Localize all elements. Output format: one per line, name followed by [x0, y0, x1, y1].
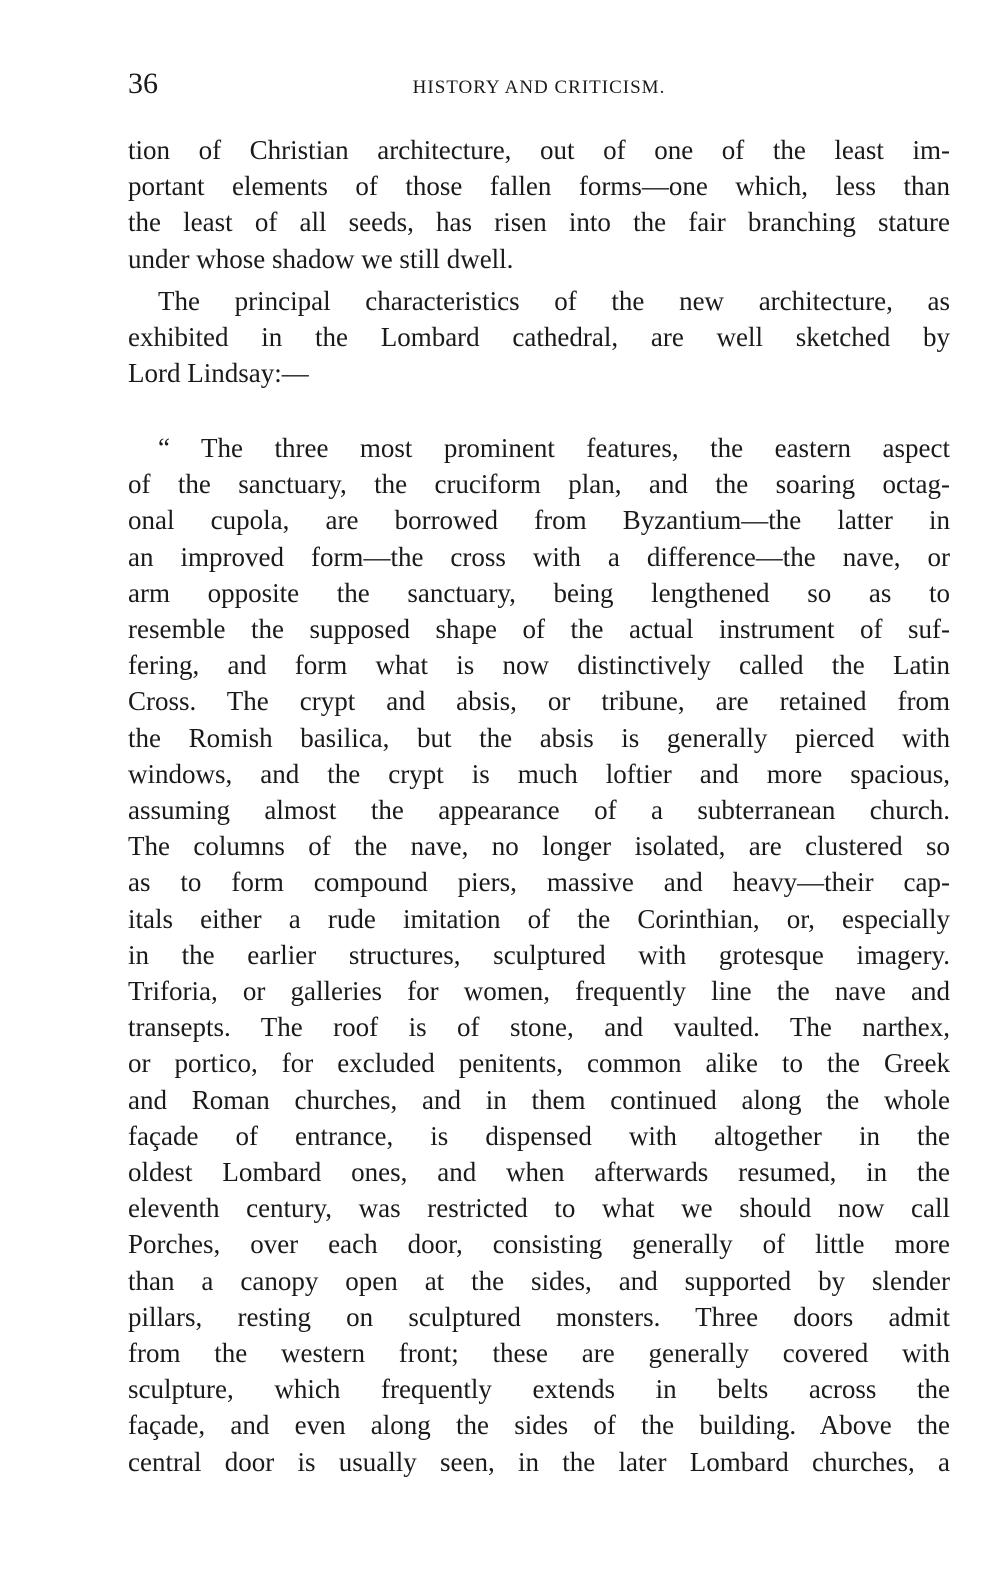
text-line: “ The three most prominent features, the eastern aspect — [158, 433, 950, 463]
text-line: resemble the supposed shape of the actual instrument of suf- — [128, 614, 950, 645]
text-line: windows, and the crypt is much loftier and more spacious, — [128, 758, 950, 789]
text-line: The columns of the nave, no longer isolated, are clustered so — [128, 831, 950, 862]
text-line: the least of all seeds, has risen into the fair branching stature — [128, 207, 950, 238]
text-line: façade of entrance, is dispensed with altogether in the — [128, 1120, 950, 1151]
text-line: Lord Lindsay:— — [128, 358, 309, 389]
text-line: central door is usually seen, in the later Lombard churches, a — [128, 1446, 950, 1477]
text-line: façade, and even along the sides of the building. Above the — [128, 1410, 950, 1441]
text-line: portant elements of those fallen forms—one which, less than — [128, 171, 950, 202]
running-title: HISTORY AND CRITICISM. — [412, 77, 666, 98]
text-line: under whose shadow we still dwell. — [128, 243, 514, 274]
text-line: as to form compound piers, massive and heavy—their cap- — [128, 867, 950, 898]
text-line: itals either a rude imitation of the Corinthian, or, especially — [128, 903, 950, 934]
text-line: tion of Christian architecture, out of one of the least im- — [128, 135, 950, 165]
text-line: oldest Lombard ones, and when afterwards resumed, in the — [128, 1157, 950, 1188]
page-header — [128, 64, 950, 104]
text-line: and Roman churches, and in them continued along the whole — [128, 1084, 950, 1115]
text-line: an improved form—the cross with a difference—the nave, or — [128, 541, 950, 572]
text-line: fering, and form what is now distinctively called the Latin — [128, 650, 950, 681]
text-line: Triforia, or galleries for women, frequently line the nave and — [128, 976, 950, 1007]
text-line: The principal characteristics of the new architecture, as — [158, 286, 950, 316]
text-line: Cross. The crypt and absis, or tribune, are retained from — [128, 686, 950, 717]
text-line: assuming almost the appearance of a subterranean church. — [128, 795, 950, 826]
text-line: sculpture, which frequently extends in belts across the — [128, 1374, 950, 1405]
text-line: of the sanctuary, the cruciform plan, and the soaring octag- — [128, 469, 950, 500]
text-line: from the western front; these are generally covered with — [128, 1338, 950, 1369]
text-line: Porches, over each door, consisting generally of little more — [128, 1229, 950, 1260]
text-line: or portico, for excluded penitents, common alike to the Greek — [128, 1048, 950, 1079]
text-line: than a canopy open at the sides, and supported by slender — [128, 1265, 950, 1296]
paragraph-2 — [128, 283, 950, 392]
text-line: pillars, resting on sculptured monsters. Three doors admit — [128, 1301, 950, 1332]
text-line: the Romish basilica, but the absis is generally pierced with — [128, 722, 950, 753]
paragraph-1 — [128, 132, 950, 277]
text-line: transepts. The roof is of stone, and vaulted. The narthex, — [128, 1012, 950, 1043]
text-line: eleventh century, was restricted to what we should now call — [128, 1193, 950, 1224]
text-line: in the earlier structures, sculptured with grotesque imagery. — [128, 939, 950, 970]
text-line: onal cupola, are borrowed from Byzantium—the latter in — [128, 505, 950, 536]
block-quote — [128, 430, 950, 1480]
text-line: exhibited in the Lombard cathedral, are well sketched by — [128, 322, 950, 353]
page-number: 36 — [128, 67, 158, 100]
text-line: arm opposite the sanctuary, being lengthened so as to — [128, 577, 950, 608]
